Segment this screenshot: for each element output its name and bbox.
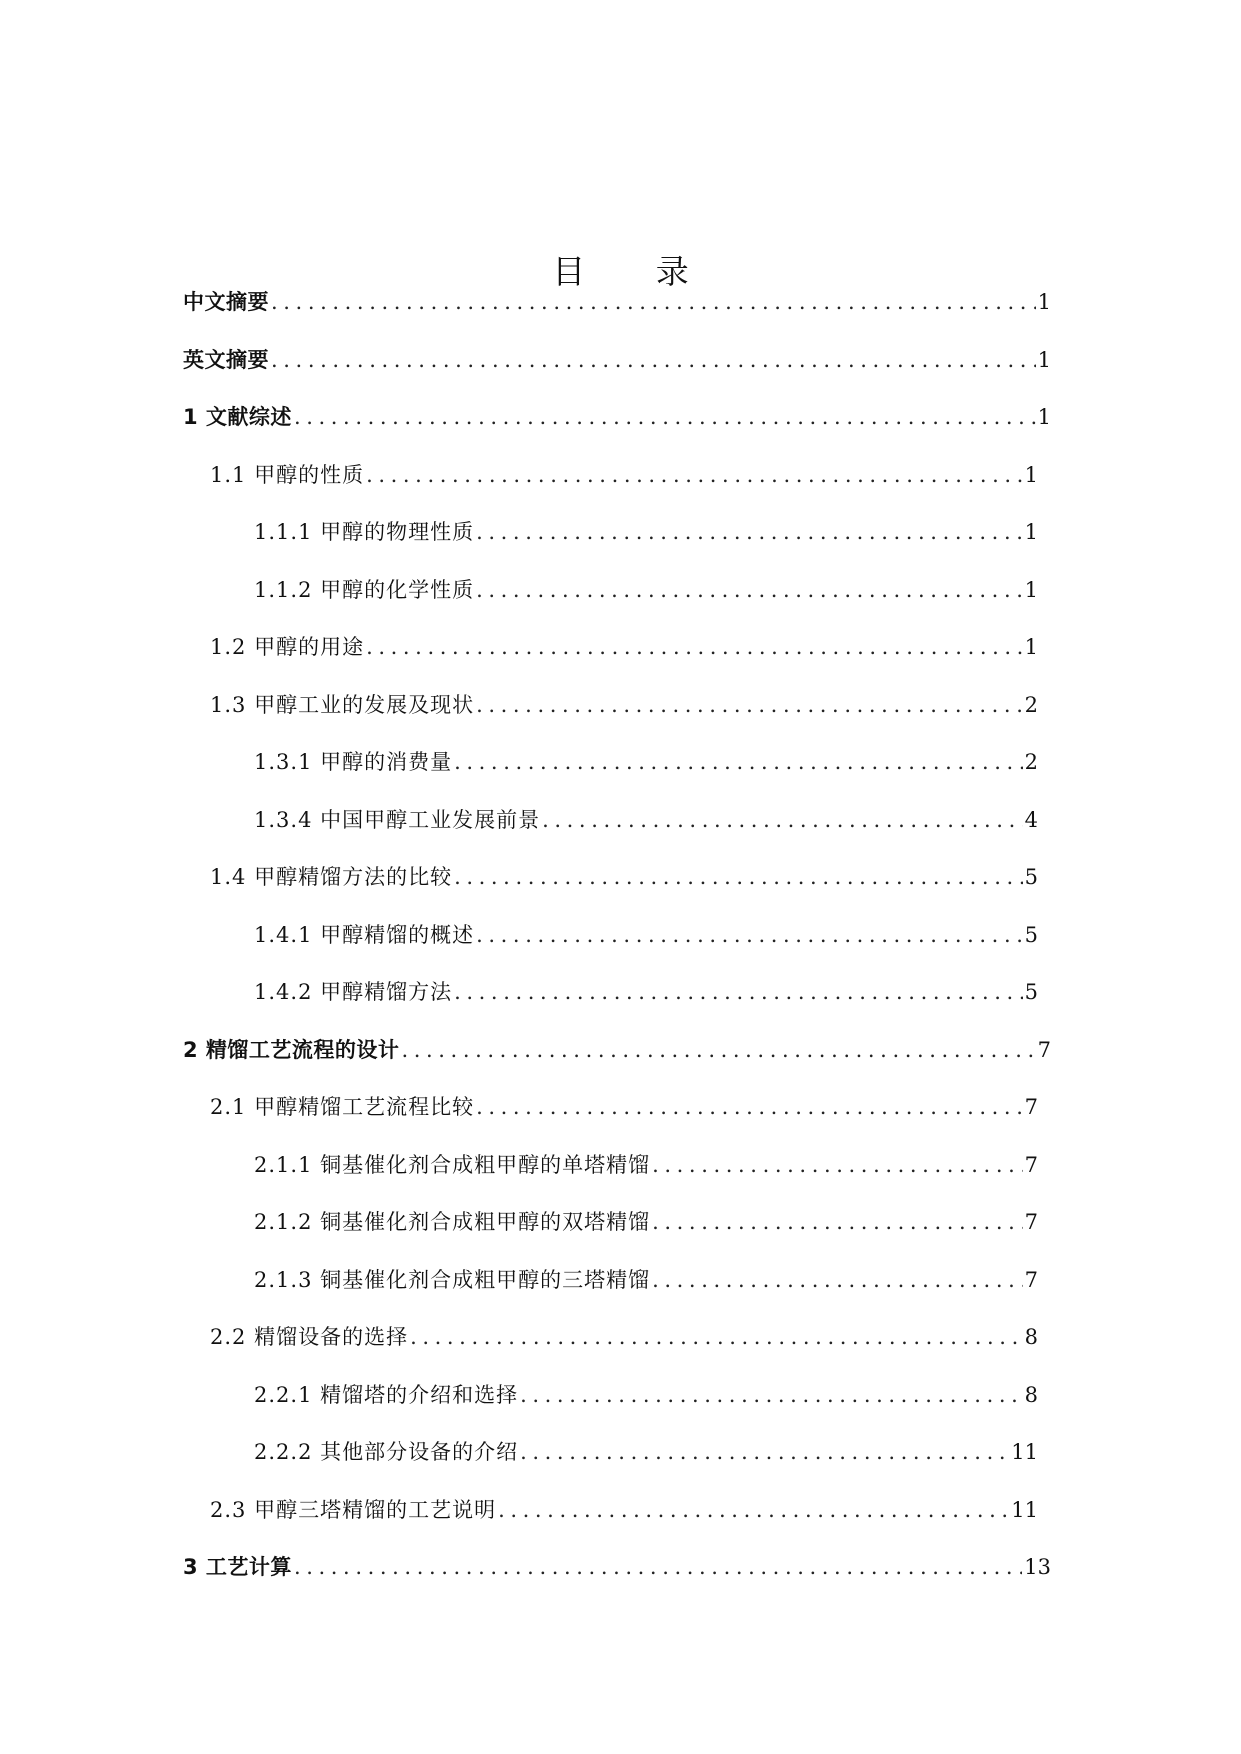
toc-entry[interactable] [0, 402, 1241, 460]
toc-entry-label: 1.4.2 甲醇精馏方法 [254, 980, 453, 1004]
toc-entry-label: 1.3 甲醇工业的发展及现状 [210, 692, 475, 717]
toc-entry[interactable] [0, 805, 1241, 863]
toc-page-number: 1 [1037, 405, 1051, 429]
toc-entry[interactable] [0, 575, 1241, 633]
toc-entry[interactable] [0, 862, 1241, 920]
toc-page-number: 7 [1024, 1152, 1038, 1177]
toc-dot-leader [476, 920, 1023, 950]
toc-entry[interactable] [0, 1495, 1241, 1553]
toc-dot-leader [520, 1380, 1023, 1410]
toc-entry-line [254, 575, 1038, 605]
toc-dot-leader [271, 287, 1036, 317]
toc-dot-leader [476, 575, 1023, 605]
toc-page-number: 7 [1024, 1210, 1038, 1234]
toc-entry-label: 1.1.2 甲醇的化学性质 [254, 577, 475, 602]
toc-dot-leader [366, 460, 1023, 490]
toc-entry-line [254, 805, 1038, 835]
toc-entry-label: 2.2.2 其他部分设备的介绍 [254, 1440, 519, 1464]
toc-dot-leader [454, 977, 1023, 1007]
toc-page-number: 1 [1024, 577, 1038, 602]
toc-page-number: 8 [1024, 1325, 1038, 1349]
toc-entry-line [254, 1207, 1038, 1237]
toc-page-number: 2 [1024, 750, 1038, 774]
toc-entry-line [254, 1380, 1038, 1410]
toc-page-number: 1 [1037, 290, 1051, 314]
toc-entry-label: 1.2 甲醇的用途 [210, 635, 365, 659]
toc-entry-label: 1 文献综述 [183, 405, 292, 429]
toc-page-number: 7 [1037, 1037, 1051, 1062]
toc-entry-label: 2.2 精馏设备的选择 [210, 1325, 409, 1349]
toc-entry[interactable] [0, 1265, 1241, 1323]
toc-entry-line [183, 287, 1051, 317]
toc-entry-label: 2.1.2 铜基催化剂合成粗甲醇的双塔精馏 [254, 1210, 651, 1234]
toc-dot-leader [401, 1035, 1035, 1065]
toc-entry[interactable] [0, 690, 1241, 748]
toc-entry[interactable] [0, 287, 1241, 345]
toc-entry-line [183, 345, 1051, 375]
toc-entry-line [254, 747, 1038, 777]
toc-page-number: 4 [1024, 807, 1038, 832]
toc-entry-label: 2.1 甲醇精馏工艺流程比较 [210, 1095, 475, 1119]
toc-dot-leader [410, 1322, 1023, 1352]
toc-entry-line [254, 920, 1038, 950]
toc-entry-label: 2 精馏工艺流程的设计 [183, 1037, 400, 1062]
toc-dot-leader [476, 690, 1023, 720]
toc-entry-label: 3 工艺计算 [183, 1555, 292, 1579]
toc-entry-label: 1.1.1 甲醇的物理性质 [254, 520, 475, 544]
toc-page-number: 1 [1024, 635, 1038, 659]
toc-page-number: 7 [1024, 1267, 1038, 1292]
toc-entry[interactable] [0, 1380, 1241, 1438]
toc-entry[interactable] [0, 1092, 1241, 1150]
toc-entry-label: 1.4.1 甲醇精馏的概述 [254, 922, 475, 947]
toc-entry-line [254, 1150, 1038, 1180]
toc-entry-label: 2.1.1 铜基催化剂合成粗甲醇的单塔精馏 [254, 1152, 651, 1177]
toc-page-number: 1 [1024, 462, 1038, 487]
toc-entry-line [183, 402, 1051, 432]
toc-dot-leader [652, 1207, 1023, 1237]
toc-dot-leader [652, 1150, 1023, 1180]
toc-dot-leader [271, 345, 1036, 375]
toc-entry[interactable] [0, 920, 1241, 978]
toc-dot-leader [498, 1495, 1009, 1525]
toc-entry[interactable] [0, 1035, 1241, 1093]
toc-entry-label: 1.3.1 甲醇的消费量 [254, 750, 453, 774]
toc-entry[interactable] [0, 1207, 1241, 1265]
toc-dot-leader [652, 1265, 1023, 1295]
toc-entry-line [254, 977, 1038, 1007]
toc-dot-leader [294, 1552, 1022, 1582]
toc-entry[interactable] [0, 1150, 1241, 1208]
toc-entry[interactable] [0, 345, 1241, 403]
toc-entry-line [254, 1265, 1038, 1295]
toc-entry-label: 中文摘要 [183, 290, 269, 314]
toc-entry[interactable] [0, 747, 1241, 805]
toc-entry-line [210, 1322, 1038, 1352]
toc-page-number: 1 [1037, 347, 1051, 372]
toc-dot-leader [366, 632, 1023, 662]
toc-dot-leader [520, 1437, 1009, 1467]
toc-entry[interactable] [0, 1322, 1241, 1380]
toc-entry-line [254, 1437, 1038, 1467]
toc-entry-line [210, 690, 1038, 720]
toc-page-number: 2 [1024, 692, 1038, 717]
toc-entry-line [210, 1495, 1038, 1525]
toc-dot-leader [476, 517, 1023, 547]
toc-page-number: 5 [1024, 980, 1038, 1004]
toc-page-number: 11 [1011, 1497, 1038, 1522]
toc-entry-label: 2.1.3 铜基催化剂合成粗甲醇的三塔精馏 [254, 1267, 651, 1292]
table-of-contents [0, 287, 1241, 1610]
toc-entry-line [210, 862, 1038, 892]
toc-page-number: 5 [1024, 922, 1038, 947]
toc-entry-line [254, 517, 1038, 547]
toc-entry-line [210, 632, 1038, 662]
toc-dot-leader [454, 747, 1023, 777]
toc-entry[interactable] [0, 517, 1241, 575]
toc-entry[interactable] [0, 977, 1241, 1035]
toc-entry-label: 1.4 甲醇精馏方法的比较 [210, 865, 453, 889]
toc-entry-line [210, 460, 1038, 490]
toc-entry-label: 英文摘要 [183, 347, 269, 372]
toc-entry[interactable] [0, 460, 1241, 518]
toc-entry-label: 2.3 甲醇三塔精馏的工艺说明 [210, 1497, 497, 1522]
page-title: 目 录 [552, 252, 719, 292]
toc-entry[interactable] [0, 1552, 1241, 1610]
toc-entry-line [183, 1552, 1051, 1582]
toc-page-number: 8 [1024, 1382, 1038, 1407]
toc-page-number: 11 [1011, 1440, 1038, 1464]
toc-entry-line [210, 1092, 1038, 1122]
toc-dot-leader [542, 805, 1023, 835]
toc-entry[interactable] [0, 1437, 1241, 1495]
toc-page-number: 7 [1024, 1095, 1038, 1119]
toc-entry-label: 1.3.4 中国甲醇工业发展前景 [254, 807, 541, 832]
toc-entry-line [183, 1035, 1051, 1065]
toc-page-number: 13 [1024, 1555, 1051, 1579]
toc-dot-leader [454, 862, 1023, 892]
toc-entry-label: 1.1 甲醇的性质 [210, 462, 365, 487]
toc-entry[interactable] [0, 632, 1241, 690]
toc-page-number: 1 [1024, 520, 1038, 544]
toc-entry-label: 2.2.1 精馏塔的介绍和选择 [254, 1382, 519, 1407]
toc-page-number: 5 [1024, 865, 1038, 889]
toc-dot-leader [294, 402, 1036, 432]
toc-dot-leader [476, 1092, 1023, 1122]
